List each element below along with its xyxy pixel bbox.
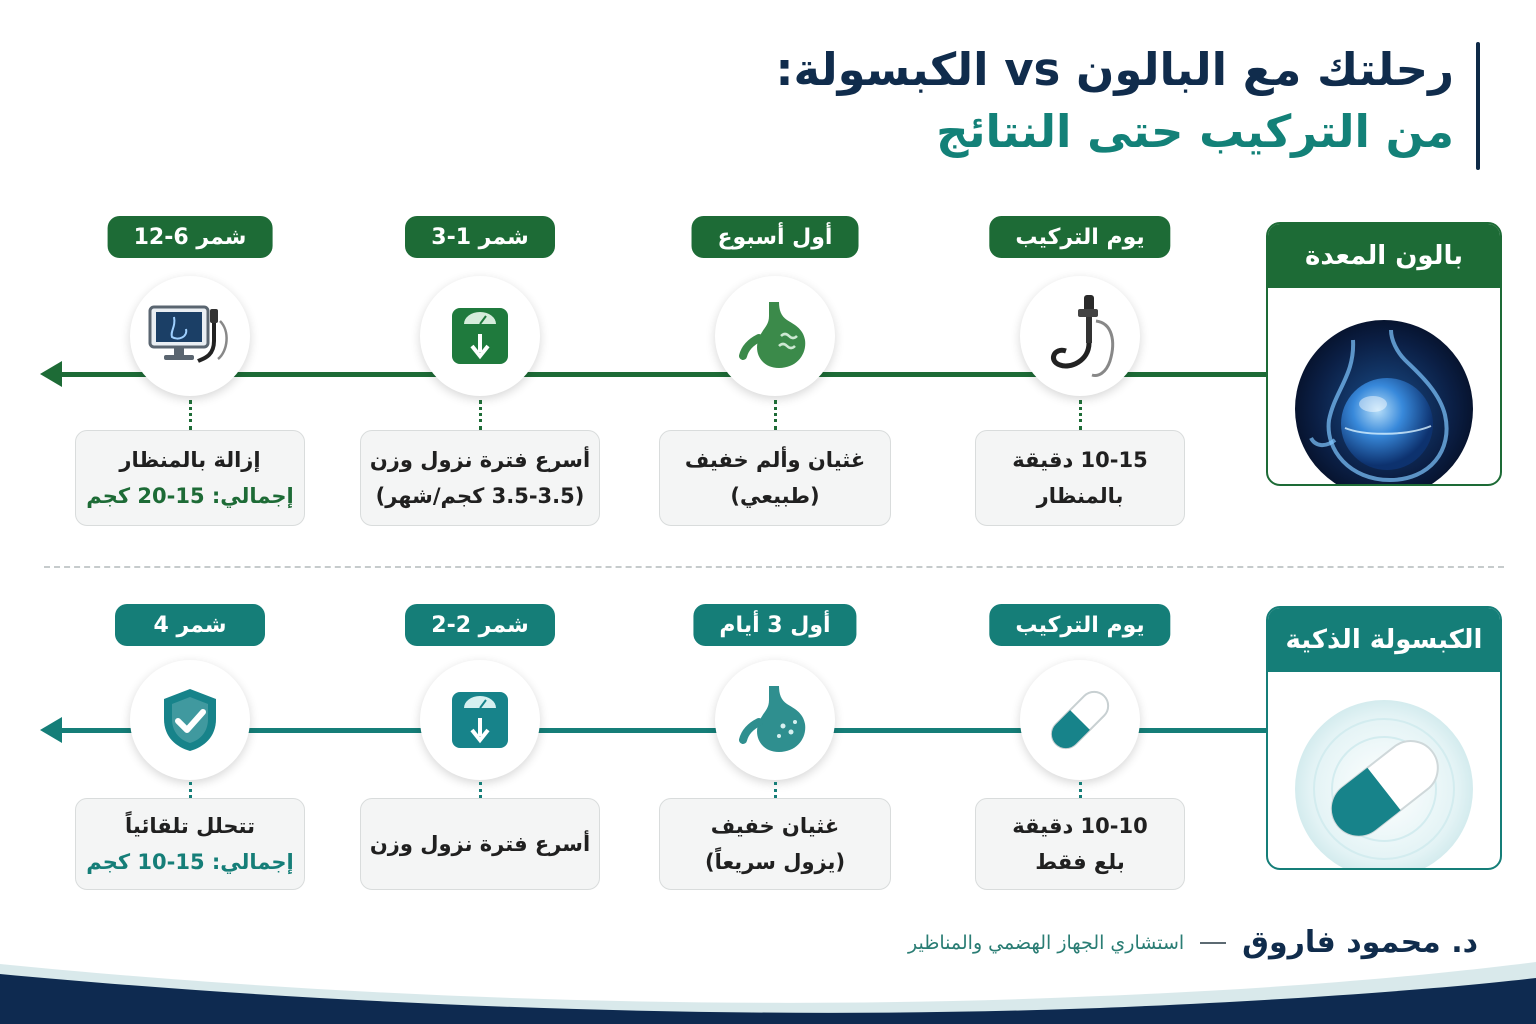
stage-pill: يوم التركيب (989, 216, 1170, 258)
stage-icon-circle (715, 660, 835, 780)
page-subtitle: من التركيب حتى النتائج (936, 105, 1454, 158)
capsule-stage-3 (360, 598, 600, 928)
author-name: د. محمود فاروق (1242, 925, 1478, 960)
stage-icon-circle (715, 276, 835, 396)
stage-info-box (360, 798, 600, 890)
stage-info-line-1: 10-10 دقيقة (1012, 814, 1148, 838)
balloon-stomach-illustration-icon (1295, 320, 1473, 486)
section-divider (44, 566, 1504, 568)
scale-icon (448, 688, 512, 752)
balloon-stage-2 (655, 210, 895, 540)
author-role: استشاري الجهاز الهضمي والمناظير (908, 931, 1185, 954)
stage-icon-circle (130, 276, 250, 396)
stage-connector (189, 400, 192, 430)
header-accent-bar (1476, 42, 1480, 170)
capsule-label-card (1266, 606, 1502, 870)
stage-info-box (360, 430, 600, 526)
stage-info-total: إجمالي: 15-10 كجم (86, 850, 294, 874)
balloon-stage-1 (960, 210, 1200, 540)
shield-check-icon (158, 685, 222, 755)
stage-info-total: إجمالي: 15-20 كجم (86, 484, 294, 508)
stage-icon-circle (420, 276, 540, 396)
scale-icon (448, 304, 512, 368)
stage-connector (1079, 400, 1082, 430)
capsule-label: الكبسولة الذكية (1268, 608, 1500, 672)
stage-info-box (975, 430, 1185, 526)
endoscope-icon (1040, 291, 1120, 381)
stage-info-line-1: غثيان وألم خفيف (684, 448, 866, 472)
stage-pill: أول أسبوع (692, 216, 859, 258)
stage-pill: يوم التركيب (989, 604, 1170, 646)
stage-connector (1079, 782, 1082, 798)
stage-info-line-2: بلع فقط (1035, 850, 1125, 874)
capsule-row (0, 598, 1536, 928)
stage-connector (479, 782, 482, 798)
stage-info-box (75, 430, 305, 526)
capsule-illustration-icon (1295, 700, 1473, 870)
footer-separator (1200, 942, 1226, 944)
footer-wave (0, 904, 1536, 1024)
stage-pill: شمر 6-12 (108, 216, 273, 258)
stage-info-line-1: أسرع فترة نزول وزن (369, 448, 591, 472)
stage-info-line-1: أسرع فترة نزول وزن (369, 832, 591, 856)
stage-icon-circle (420, 660, 540, 780)
balloon-stage-3 (360, 210, 600, 540)
stage-info-line-2: (3.5-3.5 كجم/شهر) (375, 484, 585, 508)
stage-icon-circle (1020, 276, 1140, 396)
balloon-timeline-arrow-icon (40, 361, 62, 387)
balloon-label: بالون المعدة (1268, 224, 1500, 288)
stage-info-line-2: بالمنظار (1036, 484, 1124, 508)
capsule-icon (1040, 680, 1120, 760)
header (775, 40, 1480, 164)
stage-connector (479, 400, 482, 430)
stage-info-line-1: غثيان خفيف (710, 814, 840, 838)
stage-connector (774, 782, 777, 798)
stage-info-box (975, 798, 1185, 890)
capsule-timeline-arrow-icon (40, 717, 62, 743)
stage-info-line-1: 10-15 دقيقة (1012, 448, 1148, 472)
monitor-endoscope-icon (144, 301, 236, 371)
stage-info-box (659, 798, 891, 890)
stomach-nausea-icon (735, 296, 815, 376)
stage-icon-circle (1020, 660, 1140, 780)
stage-icon-circle (130, 660, 250, 780)
stage-info-line-2: (يزول سريعاً) (704, 850, 846, 874)
stage-info-line-1: تتحلل تلقائياً (124, 814, 256, 838)
balloon-row (0, 210, 1536, 540)
stage-info-box (659, 430, 891, 526)
balloon-stage-4 (70, 210, 310, 540)
stage-pill: أول 3 أيام (693, 604, 856, 646)
stage-pill: شمر 4 (115, 604, 265, 646)
footer-credit (908, 925, 1478, 960)
stage-pill: شمر 2-2 (405, 604, 555, 646)
capsule-stage-4 (70, 598, 310, 928)
stage-info-box (75, 798, 305, 890)
stage-info-line-2: (طبيعي) (730, 484, 820, 508)
stage-info-line-1: إزالة بالمنظار (119, 448, 261, 472)
stomach-icon (735, 680, 815, 760)
stage-pill: شمر 1-3 (405, 216, 555, 258)
page-title: رحلتك مع البالون vs الكبسولة: (775, 43, 1454, 96)
balloon-label-card (1266, 222, 1502, 486)
capsule-stage-1 (960, 598, 1200, 928)
capsule-stage-2 (655, 598, 895, 928)
stage-connector (189, 782, 192, 798)
stage-connector (774, 400, 777, 430)
